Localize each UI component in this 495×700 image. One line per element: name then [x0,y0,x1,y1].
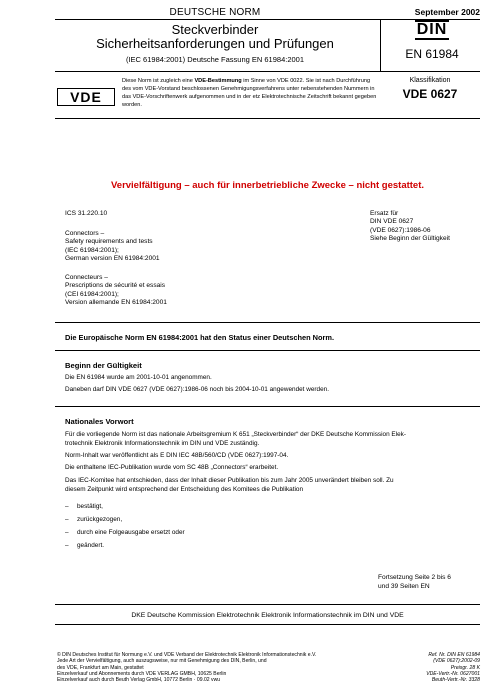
ics-code: ICS 31.220.10 [65,210,108,217]
footer-reference [385,652,480,683]
status-statement: Die Europäische Norm EN 61984:2001 hat den Status einer Deutschen Norm. [65,333,335,342]
divider [55,604,480,605]
classification [385,77,475,101]
divider [55,406,480,407]
english-title [65,230,265,263]
vde-note-text: Diese Norm ist zugleich eine [122,78,195,84]
footer-line: Einzelverkauf auch durch Beuth Verlag GmbH, 10772 Berlin · 09.02 vwu [57,677,221,684]
replacement-line: (VDE 0627):1986-06 [370,226,431,234]
foreword-paragraph [65,477,480,494]
foreword-paragraph [65,431,480,448]
footer-ref-line: Ref. Nr. DIN EN 61984 [428,652,480,658]
validity-paragraph: Daneben darf DIN VDE 0627 (VDE 0627):1986-06 noch bis 2004-10-01 angewendet werden. [65,386,329,393]
foreword-line: Das IEC-Komitee hat entschieden, dass der Inhalt dieser Publikation bis zum Jahr 2005 unverändert bleiben soll. Zu [65,477,394,484]
validity-paragraph: Die EN 61984 wurde am 2001-10-01 angenommen. [65,374,212,381]
replacement-line: Ersatz für [370,210,399,217]
replacement-line: Siehe Beginn der Gültigkeit [370,234,450,242]
footer-copyright [57,652,377,683]
divider-vertical [380,19,381,71]
french-line: Connecteurs – [65,274,108,281]
vde-note [122,77,380,109]
din-logo: DIN [416,21,448,38]
classification-value: VDE 0627 [402,87,458,101]
footer-line: Jede Art der Vervielfältigung, auch auszugsweise, nur mit Genehmigung des DIN, Berlin, und [57,658,267,665]
continuation-note [378,574,478,591]
foreword-paragraph: Norm-Inhalt war veröffentlicht als E DIN IEC 48B/560/CD (VDE 0627):1997-04. [65,452,289,459]
french-title [65,274,265,307]
list-item: – geändert. [65,542,105,549]
replacement-line: DIN VDE 0627 [370,218,414,226]
foreword-heading: Nationales Vorwort [65,417,134,426]
footer-line: © DIN Deutsches Institut für Normung e.V. und VDE Verband der Elektrotechnik Elektronik Informationstechnik e.V. [57,652,317,658]
divider [55,350,480,351]
classification-label: Klassifikation [409,77,451,84]
list-item: – durch eine Folgeausgabe ersetzt oder [65,529,185,536]
footer-ref-line: Beuth-Vertr.-Nr. 3328 [431,677,480,684]
standard-label: DEUTSCHE NORM [169,7,261,18]
copy-warning: Vervielfältigung – auch für innerbetriebliche Zwecke – nicht gestattet. [110,180,425,191]
continuation-line: Fortsetzung Seite 2 bis 6 [378,574,451,581]
divider [55,71,480,72]
foreword-line: diesem Zeitpunkt wird entsprechend der Entscheidung des Komitees die Publikation [65,485,304,493]
vde-logo: VDE [57,88,115,106]
title-block [55,23,375,64]
title-line-1: Steckverbinder [171,22,259,37]
footer-ref-line: VDE-Vertr.-Nr. 0627001 [426,670,480,677]
footer-line: des VDE, Frankfurt am Main, gestattet [57,664,144,671]
french-line: Prescriptions de sécurité et essais [65,282,166,290]
divider [55,322,480,323]
continuation-line: und 39 Seiten EN [378,582,430,590]
vde-note-bold: VDE-Bestimmung [194,78,242,84]
title-line-2: Sicherheitsanforderungen und Prüfungen [96,36,334,51]
divider [55,624,480,625]
english-line: German version EN 61984:2001 [65,254,160,262]
list-item: – bestätigt, [65,503,103,510]
replacement-note [370,210,480,243]
din-box [392,20,472,61]
dke-committee: DKE Deutsche Kommission Elektrotechnik Elektronik Informationstechnik im DIN und VDE [131,612,404,619]
english-line: (IEC 61984:2001); [65,246,119,254]
din-number: EN 61984 [405,47,459,61]
foreword-line: Für die vorliegende Norm ist das nationale Arbeitsgremium K 651 „Steckverbinder“ der DKE Deutsche Kommission Elek- [65,431,406,438]
footer-line: Einzelverkauf und Abonnements durch VDE VERLAG GMBH, 10625 Berlin [57,670,227,677]
divider [55,118,480,119]
foreword-paragraph: Die enthaltene IEC-Publikation wurde vom SC 48B „Connectors“ erarbeitet. [65,464,279,471]
publication-date: September 2002 [414,7,480,17]
footer-ref-line: (VDE 0627):2002-09 [433,658,480,665]
french-line: (CEI 61984:2001); [65,290,119,298]
list-item: – zurückgezogen, [65,516,123,523]
subtitle: (IEC 61984:2001) Deutsche Fassung EN 61984:2001 [125,55,305,64]
foreword-line: trotechnik Elektronik Informationstechnik im DIN und VDE zuständig. [65,439,260,447]
english-line: Connectors – [65,230,105,237]
french-line: Version allemande EN 61984:2001 [65,298,167,306]
footer-ref-line: Preisgr. 28 K [450,664,480,671]
validity-heading: Beginn der Gültigkeit [65,361,142,370]
english-line: Safety requirements and tests [65,238,153,246]
vde-note-text-2: im Sinne von VDE 0022. Sie ist nach Durchführung des vom VDE-Vorstand beschlossenen Genehmigungsverfahrens unter nebenstehenden Nummern in das VDE-Vorschriftenwerk aufgenommen und in der etz Elektrotechnische Zeitschrift bekannt gegeben worden. [122,78,377,108]
